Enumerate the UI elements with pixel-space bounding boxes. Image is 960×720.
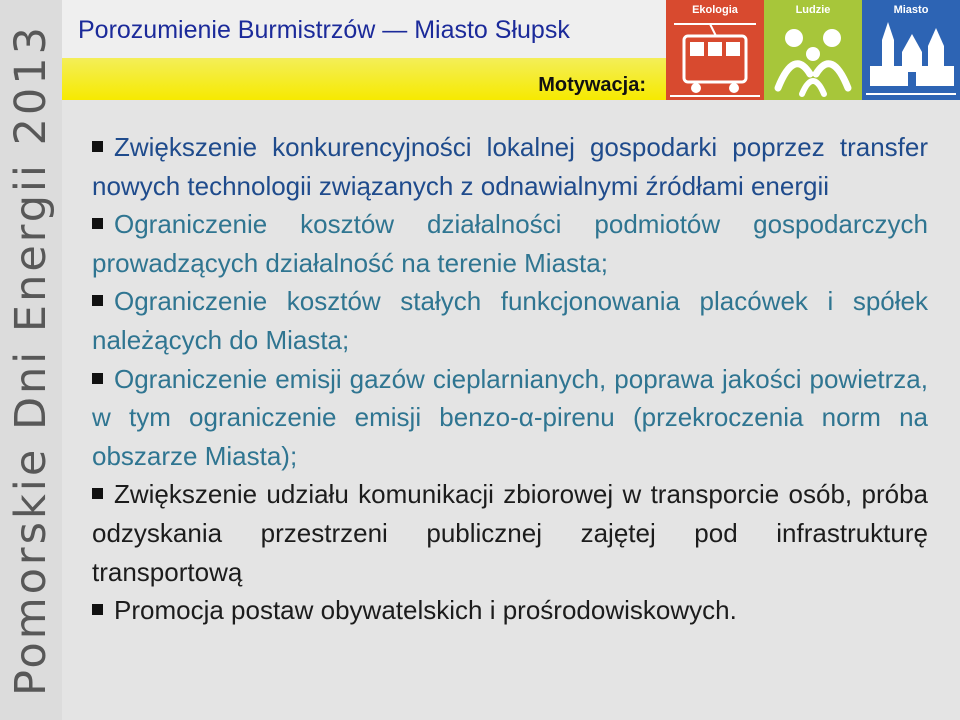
slide-subtitle: Motywacja: [538, 74, 646, 96]
bullet-civic-attitudes: Promocja postaw obywatelskich i prośrodowiskowych. [92, 591, 928, 630]
bullet-business-costs: Ograniczenie kosztów działalności podmiotów gospodarczych prowadzących działalność na terenie Miasta; [92, 205, 928, 282]
bullet-fixed-costs: Ograniczenie kosztów stałych funkcjonowania placówek i spółek należących do Miasta; [92, 282, 928, 359]
side-banner [0, 0, 62, 720]
slide-title: Porozumienie Burmistrzów — Miasto Słupsk [78, 16, 570, 44]
logo-city-label: Miasto [893, 4, 929, 16]
logo-city [862, 0, 960, 100]
motivation-list [92, 128, 928, 630]
bullet-emissions: Ograniczenie emisji gazów cieplarnianych, poprawa jakości powietrza, w tym ograniczenie emisji benzo-α-pirenu (przekroczenia norm na obszarze Miasta); [92, 360, 928, 476]
bullet-public-transport: Zwiększenie udziału komunikacji zbiorowej w transporcie osób, próba odzyskania przestrzeni publicznej zajętej pod infrastrukturę transportową [92, 475, 928, 591]
bullet-competitiveness: Zwiększenie konkurencyjności lokalnej gospodarki poprzez transfer nowych technologii związanych z odnawialnymi źródłami energii [92, 128, 928, 205]
city-icon [862, 18, 960, 100]
logo-ecology [666, 0, 764, 100]
logo-strip [666, 0, 960, 100]
logo-people [764, 0, 862, 100]
slide-header [62, 0, 666, 100]
side-banner-text: Pomorskie Dni Energii 2013 [6, 23, 56, 697]
logo-ecology-label: Ekologia [692, 4, 738, 16]
logo-people-label: Ludzie [795, 4, 831, 16]
people-icon [764, 18, 862, 100]
tram-icon [666, 18, 764, 100]
